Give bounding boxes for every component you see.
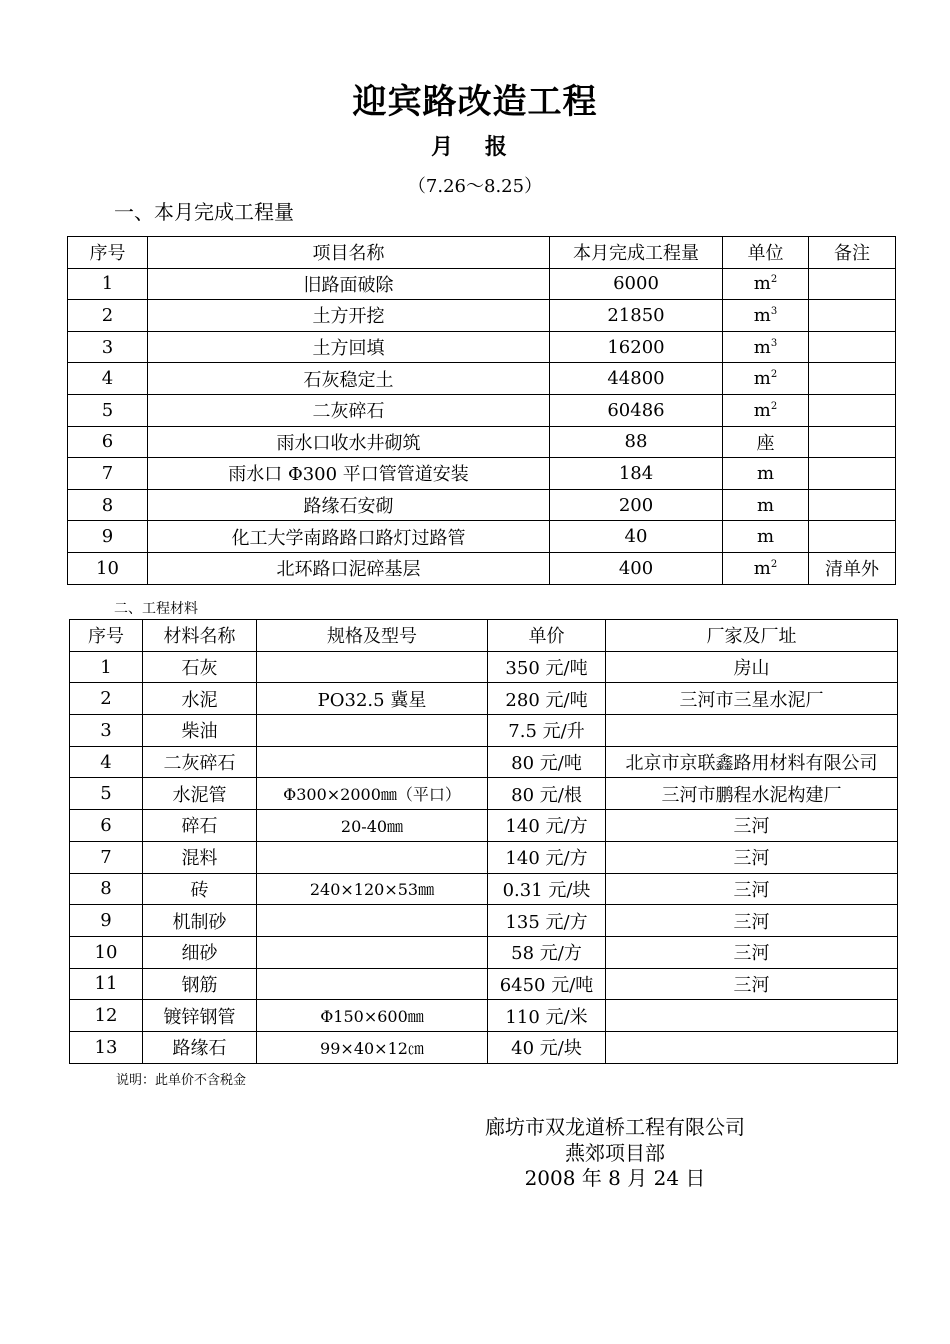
unit: m xyxy=(753,304,771,326)
row-number: 7 xyxy=(70,841,143,873)
specification xyxy=(257,746,488,778)
remark xyxy=(809,458,896,490)
row-number: 8 xyxy=(68,489,148,521)
specification xyxy=(257,651,488,683)
section2-heading: 二、工程材料 xyxy=(114,601,198,617)
table-row xyxy=(68,458,896,490)
remark xyxy=(809,363,896,395)
vendor: 三河 xyxy=(606,968,898,1000)
unit-exponent: 2 xyxy=(770,400,778,412)
vendor xyxy=(606,1031,898,1063)
unit-exponent: 2 xyxy=(770,369,778,381)
row-number: 3 xyxy=(70,715,143,747)
specification xyxy=(257,905,488,937)
table-row xyxy=(70,873,898,905)
row-number: 13 xyxy=(70,1031,143,1063)
remark xyxy=(809,426,896,458)
table-row xyxy=(68,331,896,363)
row-number: 9 xyxy=(68,521,148,553)
unit-exponent: 2 xyxy=(770,558,778,570)
unit-price: 280 元/吨 xyxy=(488,683,606,715)
vendor: 三河 xyxy=(606,905,898,937)
row-number: 7 xyxy=(68,458,148,490)
column-header: 材料名称 xyxy=(143,620,257,652)
table-row xyxy=(70,778,898,810)
unit-cell xyxy=(723,300,809,332)
unit: m xyxy=(753,273,771,295)
remark xyxy=(809,300,896,332)
vendor: 三河市三星水泥厂 xyxy=(606,683,898,715)
unit-price: 80 元/根 xyxy=(488,778,606,810)
row-number: 1 xyxy=(70,651,143,683)
row-number: 3 xyxy=(68,331,148,363)
table-header-row xyxy=(70,620,898,652)
quantity: 184 xyxy=(550,458,723,490)
company-name: 廊坊市双龙道桥工程有限公司 xyxy=(485,1115,745,1139)
material-name: 机制砂 xyxy=(143,905,257,937)
material-name: 水泥 xyxy=(143,683,257,715)
report-period: （7.26～8.25） xyxy=(407,176,543,197)
row-number: 4 xyxy=(68,363,148,395)
unit-price: 140 元/方 xyxy=(488,810,606,842)
table-row xyxy=(68,552,896,584)
unit: m xyxy=(756,462,775,484)
specification xyxy=(257,715,488,747)
vendor: 北京市京联鑫路用材料有限公司 xyxy=(606,746,898,778)
table-row xyxy=(68,363,896,395)
quantity: 60486 xyxy=(550,394,723,426)
table-row xyxy=(68,521,896,553)
material-name: 细砂 xyxy=(143,936,257,968)
unit-cell xyxy=(723,426,809,458)
row-number: 8 xyxy=(70,873,143,905)
specification: 240×120×53㎜ xyxy=(257,873,488,905)
specification: PO32.5 冀星 xyxy=(257,683,488,715)
column-header: 序号 xyxy=(70,620,143,652)
row-number: 10 xyxy=(70,936,143,968)
vendor: 三河 xyxy=(606,841,898,873)
remark: 清单外 xyxy=(809,552,896,584)
quantity: 21850 xyxy=(550,300,723,332)
unit-cell xyxy=(723,552,809,584)
vendor xyxy=(606,715,898,747)
material-name: 柴油 xyxy=(143,715,257,747)
item-name: 北环路口泥碎基层 xyxy=(148,552,550,584)
remark xyxy=(809,394,896,426)
table-row xyxy=(68,268,896,300)
material-name: 路缘石 xyxy=(143,1031,257,1063)
table-row xyxy=(68,394,896,426)
quantity: 6000 xyxy=(550,268,723,300)
material-name: 二灰碎石 xyxy=(143,746,257,778)
table-row xyxy=(70,936,898,968)
table-row xyxy=(68,300,896,332)
unit-cell xyxy=(723,458,809,490)
row-number: 6 xyxy=(68,426,148,458)
table-row xyxy=(68,489,896,521)
column-header: 厂家及厂址 xyxy=(606,620,898,652)
materials-table xyxy=(69,619,898,1064)
unit-exponent: 3 xyxy=(770,337,778,349)
item-name: 石灰稳定土 xyxy=(148,363,550,395)
item-name: 化工大学南路路口路灯过路管 xyxy=(148,521,550,553)
table-row xyxy=(70,746,898,778)
unit-cell xyxy=(723,363,809,395)
material-name: 石灰 xyxy=(143,651,257,683)
row-number: 9 xyxy=(70,905,143,937)
table-row xyxy=(70,651,898,683)
vendor: 三河 xyxy=(606,873,898,905)
report-date: 2008 年 8 月 24 日 xyxy=(524,1166,706,1190)
unit: m xyxy=(753,336,771,358)
remark xyxy=(809,268,896,300)
column-header: 单价 xyxy=(488,620,606,652)
column-header: 本月完成工程量 xyxy=(550,237,723,269)
material-name: 水泥管 xyxy=(143,778,257,810)
quantity: 200 xyxy=(550,489,723,521)
unit-cell xyxy=(723,394,809,426)
remark xyxy=(809,489,896,521)
unit-cell xyxy=(723,521,809,553)
column-header: 单位 xyxy=(723,237,809,269)
specification: Φ300×2000㎜（平口） xyxy=(257,778,488,810)
quantity: 88 xyxy=(550,426,723,458)
column-header: 项目名称 xyxy=(148,237,550,269)
unit-price: 110 元/米 xyxy=(488,1000,606,1032)
unit: 座 xyxy=(756,432,775,454)
unit-exponent: 2 xyxy=(770,274,778,286)
unit-exponent: 3 xyxy=(770,305,778,317)
unit-price: 6450 元/吨 xyxy=(488,968,606,1000)
vendor: 房山 xyxy=(606,651,898,683)
price-note: 说明：此单价不含税金 xyxy=(116,1073,247,1088)
row-number: 5 xyxy=(70,778,143,810)
table-header-row xyxy=(68,237,896,269)
unit-price: 80 元/吨 xyxy=(488,746,606,778)
quantity: 400 xyxy=(550,552,723,584)
table-row xyxy=(70,841,898,873)
specification: Φ150×600㎜ xyxy=(257,1000,488,1032)
unit: m xyxy=(753,399,771,421)
column-header: 规格及型号 xyxy=(257,620,488,652)
unit-cell xyxy=(723,331,809,363)
material-name: 镀锌钢管 xyxy=(143,1000,257,1032)
unit-price: 58 元/方 xyxy=(488,936,606,968)
item-name: 路缘石安砌 xyxy=(148,489,550,521)
unit-cell xyxy=(723,489,809,521)
remark xyxy=(809,331,896,363)
row-number: 1 xyxy=(68,268,148,300)
unit-price: 350 元/吨 xyxy=(488,651,606,683)
row-number: 11 xyxy=(70,968,143,1000)
unit-price: 140 元/方 xyxy=(488,841,606,873)
row-number: 12 xyxy=(70,1000,143,1032)
quantity: 16200 xyxy=(550,331,723,363)
table-row xyxy=(70,968,898,1000)
table-row xyxy=(68,426,896,458)
unit: m xyxy=(753,557,771,579)
column-header: 备注 xyxy=(809,237,896,269)
item-name: 雨水口收水井砌筑 xyxy=(148,426,550,458)
row-number: 2 xyxy=(68,300,148,332)
material-name: 钢筋 xyxy=(143,968,257,1000)
specification xyxy=(257,841,488,873)
row-number: 5 xyxy=(68,394,148,426)
specification: 99×40×12㎝ xyxy=(257,1031,488,1063)
remark xyxy=(809,521,896,553)
material-name: 混料 xyxy=(143,841,257,873)
vendor: 三河市鹏程水泥构建厂 xyxy=(606,778,898,810)
table-row xyxy=(70,905,898,937)
row-number: 10 xyxy=(68,552,148,584)
table-row xyxy=(70,683,898,715)
column-header: 序号 xyxy=(68,237,148,269)
material-name: 碎石 xyxy=(143,810,257,842)
specification: 20-40㎜ xyxy=(257,810,488,842)
table-row xyxy=(70,1031,898,1063)
item-name: 旧路面破除 xyxy=(148,268,550,300)
specification xyxy=(257,936,488,968)
unit-price: 135 元/方 xyxy=(488,905,606,937)
unit: m xyxy=(756,526,775,548)
table-row xyxy=(70,715,898,747)
quantity: 44800 xyxy=(550,363,723,395)
unit: m xyxy=(753,368,771,390)
row-number: 4 xyxy=(70,746,143,778)
section1-heading: 一、本月完成工程量 xyxy=(114,200,294,224)
unit: m xyxy=(756,494,775,516)
material-name: 砖 xyxy=(143,873,257,905)
item-name: 雨水口 Φ300 平口管管道安装 xyxy=(148,458,550,490)
item-name: 二灰碎石 xyxy=(148,394,550,426)
item-name: 土方开挖 xyxy=(148,300,550,332)
table-row xyxy=(70,1000,898,1032)
specification xyxy=(257,968,488,1000)
quantity: 40 xyxy=(550,521,723,553)
document-subtitle: 月 报 xyxy=(431,134,519,160)
row-number: 6 xyxy=(70,810,143,842)
document-title: 迎宾路改造工程 xyxy=(352,82,598,122)
unit-price: 40 元/块 xyxy=(488,1031,606,1063)
vendor: 三河 xyxy=(606,936,898,968)
table-row xyxy=(70,810,898,842)
item-name: 土方回填 xyxy=(148,331,550,363)
completed-work-table xyxy=(67,236,896,585)
unit-cell xyxy=(723,268,809,300)
department-name: 燕郊项目部 xyxy=(565,1141,665,1165)
unit-price: 0.31 元/块 xyxy=(488,873,606,905)
vendor: 三河 xyxy=(606,810,898,842)
unit-price: 7.5 元/升 xyxy=(488,715,606,747)
vendor xyxy=(606,1000,898,1032)
row-number: 2 xyxy=(70,683,143,715)
